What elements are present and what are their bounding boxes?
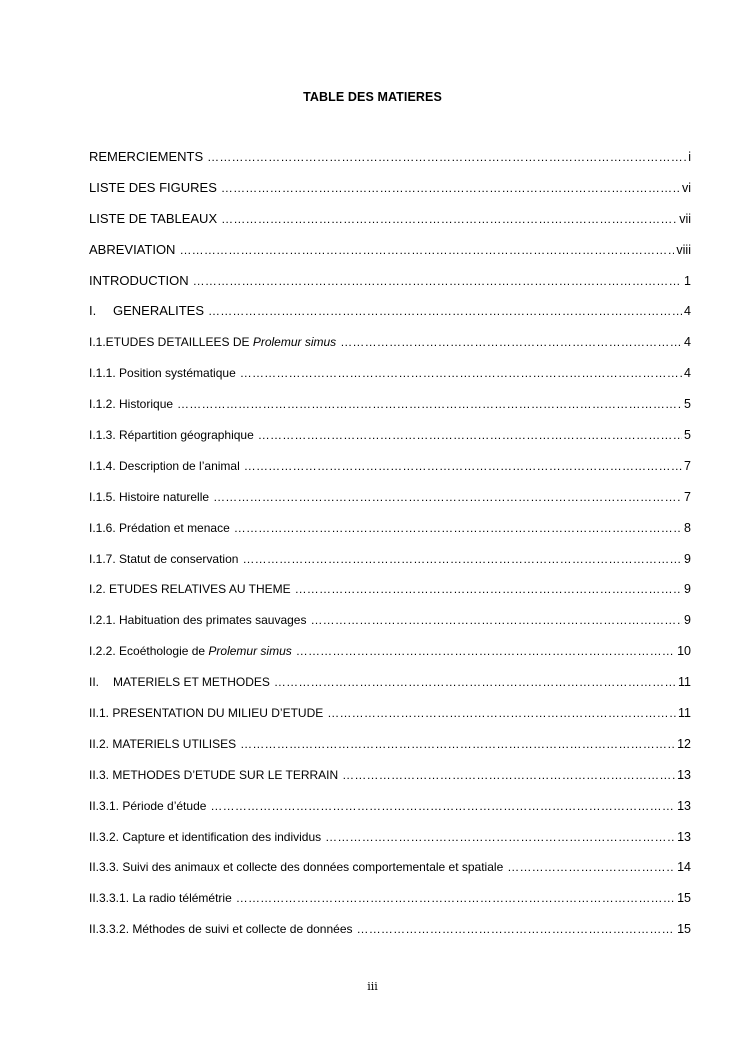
dot-leader [213,485,682,509]
toc-entry-etudes-relatives[interactable] [89,577,691,608]
toc-entry-page: 15 [677,922,691,937]
species-name: Prolemur simus [208,644,292,659]
toc-entry-page: 8 [684,520,691,535]
toc-entry-materiels-methodes[interactable] [89,670,691,701]
toc-entry-number: I. [89,303,97,319]
toc-entry-periode-etude[interactable] [89,794,691,825]
dot-leader [242,547,682,571]
toc-entry-description-animal[interactable] [89,454,691,485]
toc-entry-page: 14 [677,860,691,875]
toc-entry-page: 9 [684,551,691,566]
toc-entry-label: I.2.1. Habituation des primates sauvages [89,613,307,628]
toc-entry-page: vii [679,211,691,226]
toc-entry-label: I.1.4. Description de l’animal [89,458,240,473]
toc-entry-label: II.3.2. Capture et identification des individus [89,829,322,844]
toc-entry-methodes-suivi[interactable] [89,917,691,948]
toc-entry-page: 1 [684,273,691,288]
toc-entry-capture-identification[interactable] [89,825,691,856]
toc-entry-page: 4 [684,366,691,381]
toc-entry-histoire-naturelle[interactable] [89,485,691,516]
toc-entry-historique[interactable] [89,392,691,423]
toc-entry-label: LISTE DE TABLEAUX [89,210,218,226]
toc-entry-repartition-geographique[interactable] [89,423,691,454]
toc-entry-label: I.1.7. Statut de conservation [89,551,239,566]
toc-entry-label: II.2. MATERIELS UTILISES [89,736,237,751]
toc-entry-number: II. [89,675,100,690]
toc-entry-page: 7 [684,489,691,504]
toc-entry-page: 5 [684,397,691,412]
dot-leader [234,516,682,540]
dot-leader [296,639,675,663]
toc-entry-label: I.1.1. Position systématique [89,366,236,381]
toc-entry-ecoethologie[interactable] [89,639,691,670]
dot-leader [325,825,675,849]
toc-entry-page: 9 [684,613,691,628]
toc-entry-page: 10 [677,644,691,659]
toc-entry-page: 12 [677,736,691,751]
toc-entry-label [89,670,270,694]
dot-leader [342,763,675,787]
dot-leader [340,330,682,354]
toc-entry-page: 7 [684,458,691,473]
toc-entry-presentation-milieu[interactable] [89,701,691,732]
toc-entry-label: I.1.5. Histoire naturelle [89,489,210,504]
dot-leader [193,269,682,293]
toc-entry-etudes-detaillees[interactable] [89,330,691,361]
toc-entry-materiels-utilises[interactable] [89,732,691,763]
toc-entry-page: 5 [684,428,691,443]
toc-entry-label: II.1. PRESENTATION DU MILIEU D’ETUDE [89,706,324,721]
toc-entry-label: I.1.3. Répartition géographique [89,428,254,443]
dot-leader [210,794,675,818]
toc-entry-methodes-terrain[interactable] [89,763,691,794]
toc-entry-label [89,639,292,663]
toc-entry-label: LISTE DES FIGURES [89,179,217,195]
toc-entry-page: 11 [678,706,691,721]
dot-leader [240,732,675,756]
toc-entry-page: 9 [684,582,691,597]
dot-leader [507,855,675,879]
toc-entry-radio-telemetrie[interactable] [89,886,691,917]
toc-entry-page: 13 [677,798,691,813]
toc-entry-label: ABREVIATION [89,241,176,257]
toc-entry-text: MATERIELS ET METHODES [113,675,270,690]
toc-entry-label: I.1.2. Historique [89,397,174,412]
dot-leader [310,608,682,632]
toc-entry-text: I.1.ETUDES DETAILLEES DE [89,335,253,350]
toc-entry-label: II.3.1. Période d’étude [89,798,207,813]
dot-leader [240,361,682,385]
toc-entry-remerciements[interactable] [89,145,691,176]
dot-leader [208,299,682,323]
toc-entry-page: 4 [684,335,691,350]
toc-entry-label: I.1.6. Prédation et menace [89,520,230,535]
toc-entry-position-systematique[interactable] [89,361,691,392]
dot-leader [236,886,675,910]
toc-entry-label: II.3.3.1. La radio télémétrie [89,891,232,906]
dot-leader [357,917,676,941]
toc-entry-text: GENERALITES [113,303,205,319]
table-of-contents [89,145,691,948]
toc-entry-liste-de-tableaux[interactable] [89,207,691,238]
toc-entry-label [89,330,336,354]
toc-entry-label: II.3. METHODES D’ETUDE SUR LE TERRAIN [89,767,339,782]
dot-leader [221,207,677,231]
toc-entry-suivi-animaux[interactable] [89,855,691,886]
dot-leader [327,701,676,725]
dot-leader [179,238,674,262]
toc-entry-page: i [688,150,691,164]
toc-entry-label: II.3.3.2. Méthodes de suivi et collecte de données [89,922,353,937]
dot-leader [207,145,686,169]
dot-leader [221,176,680,200]
toc-entry-page: 15 [677,891,691,906]
toc-entry-page: vi [681,180,691,195]
dot-leader [258,423,682,447]
toc-entry-page: 4 [684,304,691,319]
dot-leader [295,577,682,601]
toc-entry-label [89,299,204,323]
toc-entry-page: viii [676,242,691,257]
toc-entry-text: I.2.2. Ecoéthologie de [89,644,209,659]
toc-entry-statut-conservation[interactable] [89,547,691,578]
toc-entry-liste-des-figures[interactable] [89,176,691,207]
footer-page-number: iii [367,980,378,993]
toc-entry-label: REMERCIEMENTS [89,149,204,164]
toc-entry-label: I.2. ETUDES RELATIVES AU THEME [89,582,291,597]
toc-entry-abreviation[interactable] [89,238,691,269]
toc-entry-generalites[interactable] [89,299,691,330]
toc-entry-label: II.3.3. Suivi des animaux et collecte des données comportementale et spatiale [89,860,504,875]
dot-leader [274,670,676,694]
toc-entry-label: INTRODUCTION [89,272,189,288]
page-title: TABLE DES MATIERES [303,90,442,104]
toc-entry-page: 13 [677,767,691,782]
species-name: Prolemur simus [252,335,337,350]
toc-entry-habituation-primates[interactable] [89,608,691,639]
toc-entry-page: 13 [677,829,691,844]
toc-entry-predation-menace[interactable] [89,516,691,547]
toc-entry-page: 11 [678,675,691,690]
dot-leader [244,454,682,478]
toc-entry-introduction[interactable] [89,269,691,300]
dot-leader [177,392,682,416]
